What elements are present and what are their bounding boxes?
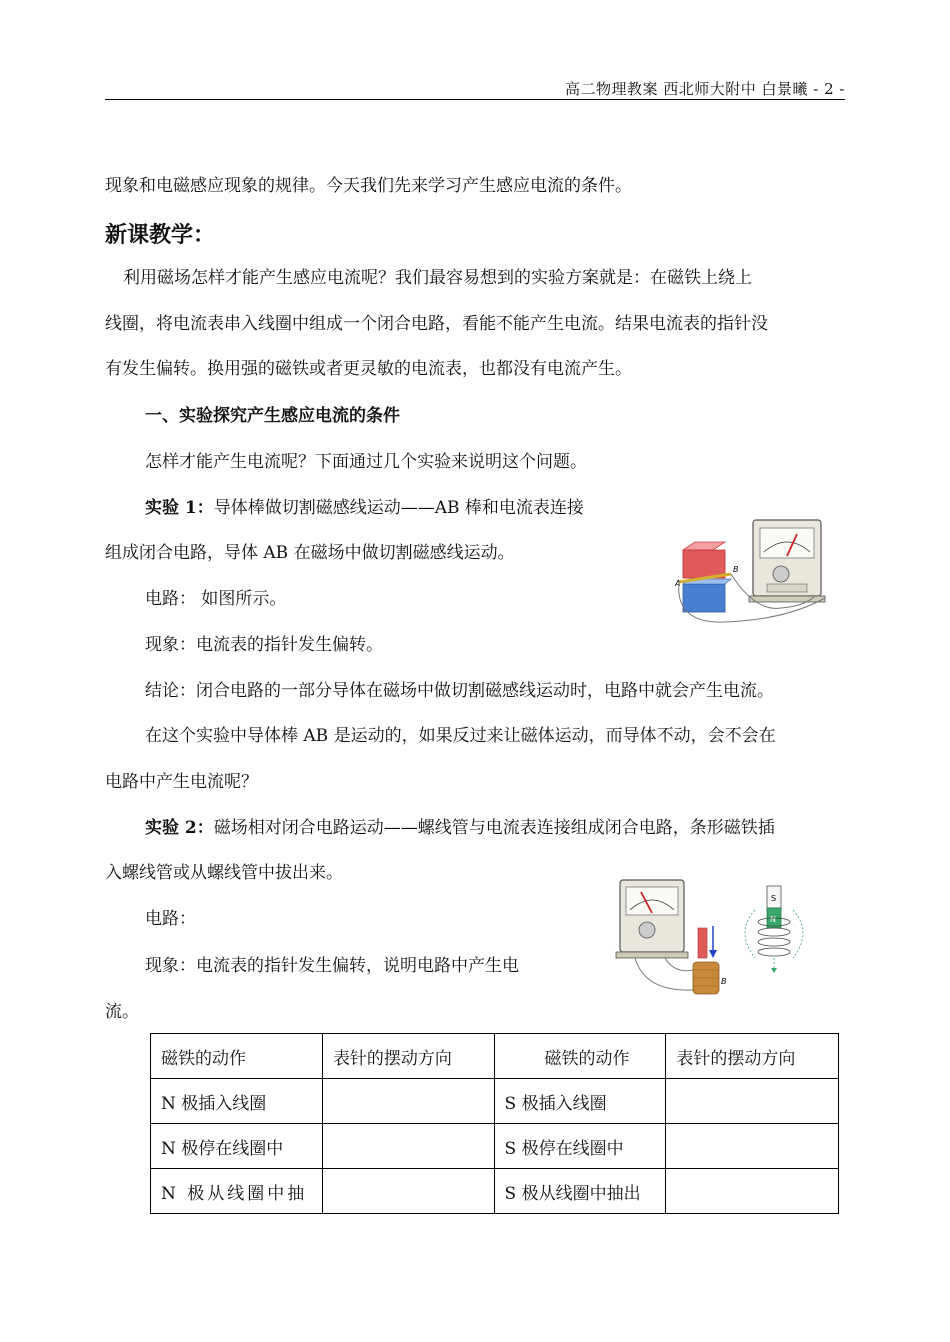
table-header-cell: 表针的摆动方向 bbox=[666, 1034, 839, 1079]
exp1-text: 导体棒做切割磁感线运动——AB 棒和电流表连接 bbox=[213, 498, 584, 518]
table-cell-empty[interactable] bbox=[666, 1079, 839, 1124]
table-cell: N 极停在线圈中 bbox=[151, 1124, 323, 1169]
exp1-phenomenon: 现象：电流表的指针发生偏转。 bbox=[145, 635, 383, 655]
table-row bbox=[151, 1079, 839, 1124]
figure-exp1 bbox=[665, 512, 835, 630]
bar-magnet-icon bbox=[698, 928, 707, 958]
para1-line2: 线圈，将电流表串入线圈中组成一个闭合电路，看能不能产生电流。结果电流表的指针没 bbox=[105, 314, 768, 334]
magnet-north-icon bbox=[683, 550, 725, 578]
magnet-south-icon bbox=[683, 584, 725, 612]
section1-intro: 怎样才能产生电流呢？下面通过几个实验来说明这个问题。 bbox=[145, 452, 587, 472]
label-b: B bbox=[721, 977, 727, 986]
section-heading: 新课教学： bbox=[105, 223, 216, 248]
figure-exp2 bbox=[595, 870, 835, 1010]
table-cell-empty[interactable] bbox=[666, 1169, 839, 1214]
table-header-cell: 磁铁的动作 bbox=[494, 1034, 666, 1079]
observation-table bbox=[150, 1033, 839, 1214]
table-row bbox=[151, 1124, 839, 1169]
table-cell: S 极插入线圈 bbox=[494, 1079, 666, 1124]
label-a: A bbox=[675, 579, 681, 588]
table-header-row bbox=[151, 1034, 839, 1079]
label-n: N bbox=[770, 915, 776, 924]
section1-title: 一、实验探究产生感应电流的条件 bbox=[145, 406, 400, 426]
exp1-conclusion: 结论：闭合电路的一部分导体在磁场中做切割磁感线运动时，电路中就会产生电流。 bbox=[145, 681, 774, 701]
table-cell: N 极从线圈中抽 bbox=[151, 1169, 323, 1214]
exp2-phenomenon: 现象：电流表的指针发生偏转，说明电路中产生电 bbox=[145, 956, 519, 976]
table-cell: S 极从线圈中抽出 bbox=[494, 1169, 666, 1214]
transition-line1: 在这个实验中导体棒 AB 是运动的，如果反过来让磁体运动，而导体不动，会不会在 bbox=[145, 726, 776, 746]
table-header-cell: 表针的摆动方向 bbox=[322, 1034, 494, 1079]
table-cell-empty[interactable] bbox=[322, 1169, 494, 1214]
table-cell: N 极插入线圈 bbox=[151, 1079, 323, 1124]
intro-line: 现象和电磁感应现象的规律。今天我们先来学习产生感应电流的条件。 bbox=[105, 176, 632, 196]
exp2-phenomenon-cont: 流。 bbox=[105, 1002, 139, 1022]
transition-line2: 电路中产生电流呢？ bbox=[105, 772, 258, 792]
table-cell-empty[interactable] bbox=[322, 1079, 494, 1124]
exp1-label: 实验 1： bbox=[145, 498, 214, 518]
table-header-cell: 磁铁的动作 bbox=[151, 1034, 323, 1079]
label-s: S bbox=[771, 894, 777, 903]
para1-line1: 利用磁场怎样才能产生感应电流呢？我们最容易想到的实验方案就是：在磁铁上绕上 bbox=[123, 268, 752, 288]
exp2-line2: 入螺线管或从螺线管中拔出来。 bbox=[105, 863, 343, 883]
table-row bbox=[151, 1169, 839, 1214]
exp2-line1 bbox=[145, 817, 775, 839]
table-cell-empty[interactable] bbox=[666, 1124, 839, 1169]
page-header: 高二物理教案 西北师大附中 白景曦 - 2 - bbox=[564, 80, 845, 98]
exp1-line2: 组成闭合电路，导体 AB 在磁场中做切割磁感线运动。 bbox=[105, 543, 515, 563]
label-b: B bbox=[733, 565, 739, 574]
exp2-label: 实验 2： bbox=[145, 818, 214, 838]
exp2-text: 磁场相对闭合电路运动——螺线管与电流表连接组成闭合电路，条形磁铁插 bbox=[213, 818, 775, 838]
para1-line3: 有发生偏转。换用强的磁铁或者更灵敏的电流表，也都没有电流产生。 bbox=[105, 359, 632, 379]
table-cell: S 极停在线圈中 bbox=[494, 1124, 666, 1169]
exp1-line1 bbox=[145, 497, 584, 519]
exp2-circuit: 电路： bbox=[145, 909, 196, 929]
exp1-circuit: 电路： 如图所示。 bbox=[145, 589, 287, 609]
header-rule bbox=[105, 99, 845, 100]
table-cell-empty[interactable] bbox=[322, 1124, 494, 1169]
